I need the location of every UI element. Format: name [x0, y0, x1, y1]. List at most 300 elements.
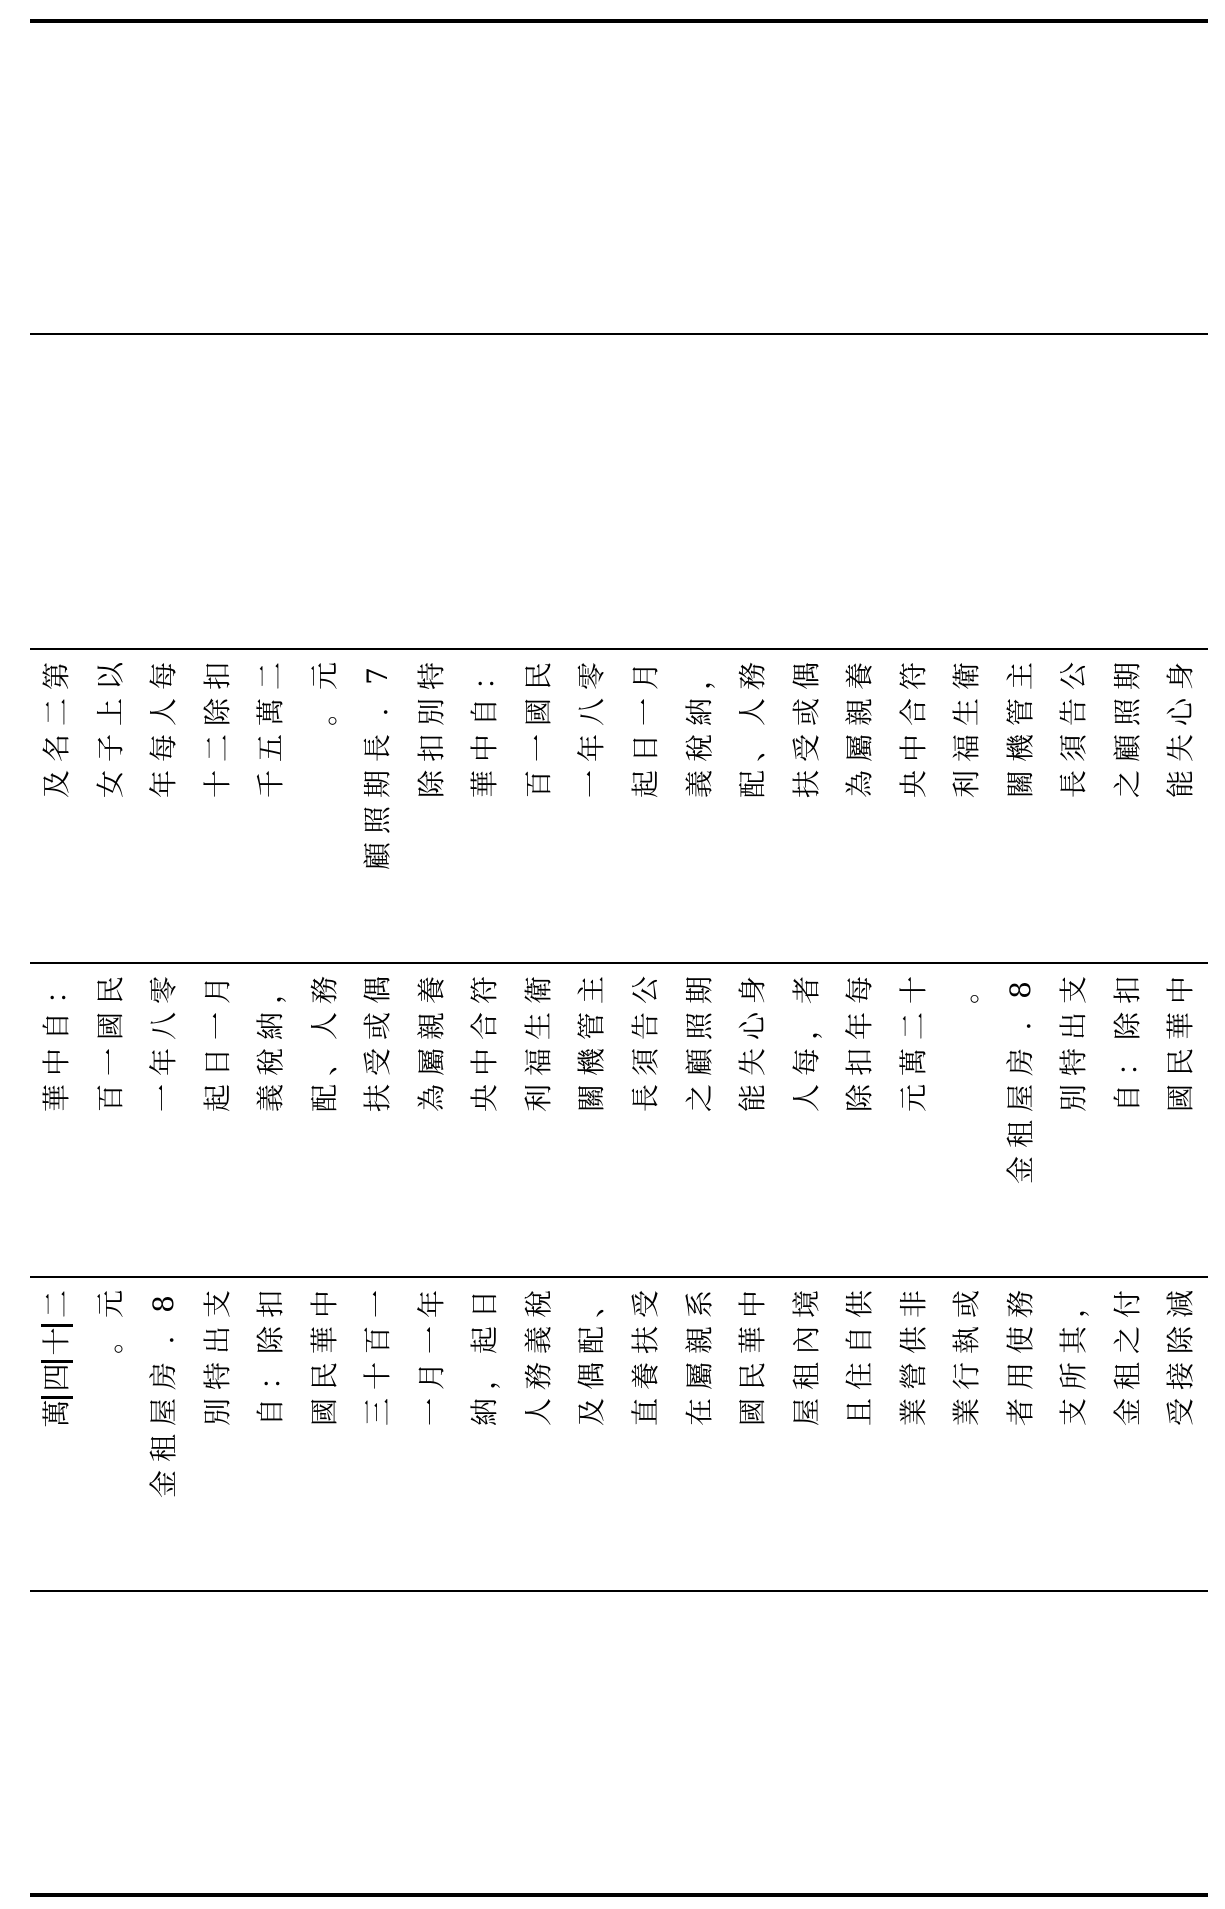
- column-text: [833, 660, 887, 950]
- text-column: [30, 1288, 84, 1578]
- glyph: 養: [629, 1362, 663, 1391]
- glyph: 年: [414, 1290, 448, 1319]
- glyph: 養: [414, 976, 448, 1005]
- column-text: [726, 1288, 780, 1578]
- text-column: [84, 660, 138, 950]
- glyph: 長: [629, 1084, 663, 1113]
- glyph: 萬: [896, 1048, 930, 1077]
- glyph: 年: [843, 1012, 877, 1041]
- glyph: 每: [147, 662, 181, 691]
- column-text: [30, 974, 84, 1264]
- glyph: 用: [1003, 1362, 1037, 1391]
- glyph: 以: [93, 662, 127, 691]
- glyph: 華: [307, 1326, 341, 1355]
- glyph: 百: [521, 770, 555, 799]
- glyph: 偶: [789, 662, 823, 691]
- text-column: [405, 974, 459, 1264]
- glyph: 。: [93, 1326, 127, 1355]
- text-column: [726, 660, 780, 950]
- glyph: 符: [896, 662, 930, 691]
- glyph: 二: [254, 662, 288, 691]
- text-column: [137, 660, 191, 950]
- glyph: 央: [896, 770, 930, 799]
- column-text: [1154, 660, 1208, 950]
- column-text: [833, 974, 887, 1264]
- glyph: ，: [468, 1362, 502, 1391]
- column-text: [244, 1288, 298, 1578]
- glyph: 配: [575, 1326, 609, 1355]
- glyph: 生: [950, 698, 984, 727]
- column-text: [298, 660, 352, 950]
- glyph: 零: [147, 976, 181, 1005]
- glyph: 華: [736, 1326, 770, 1355]
- glyph: 自: [254, 1398, 288, 1427]
- glyph: 年: [147, 770, 181, 799]
- glyph: 每: [147, 734, 181, 763]
- glyph: 別: [414, 698, 448, 727]
- glyph: 民: [307, 1362, 341, 1391]
- column-text: [994, 974, 1048, 1264]
- glyph: 管: [1003, 698, 1037, 727]
- glyph: 減: [1164, 1290, 1198, 1319]
- glyph: 民: [1164, 1048, 1198, 1077]
- column-text: [940, 974, 994, 1264]
- glyph: 照: [682, 1012, 716, 1041]
- glyph: 者: [1003, 1398, 1037, 1427]
- column-text: [940, 1288, 994, 1578]
- glyph: 務: [307, 976, 341, 1005]
- glyph: 人: [147, 698, 181, 727]
- text-column: [1047, 660, 1101, 950]
- glyph: 偶: [361, 976, 395, 1005]
- glyph: 華: [468, 770, 502, 799]
- text-column: [565, 660, 619, 950]
- glyph: 長: [361, 734, 395, 763]
- glyph: 及: [40, 770, 73, 799]
- text-section-3: [30, 1288, 1208, 1578]
- bottom-rule: [30, 1893, 1208, 1897]
- column-text: [84, 1288, 138, 1578]
- section-divider: [30, 1276, 1208, 1278]
- glyph: 房: [147, 1362, 181, 1391]
- glyph: 每: [843, 976, 877, 1005]
- glyph: 接: [1164, 1362, 1198, 1391]
- glyph: 7: [361, 667, 395, 685]
- column-text: [726, 974, 780, 1264]
- glyph: 萬: [254, 698, 288, 727]
- glyph: 配: [307, 1084, 341, 1113]
- glyph: 上: [93, 698, 127, 727]
- glyph: 照: [361, 806, 395, 835]
- glyph: 偶: [575, 1362, 609, 1391]
- glyph: 失: [736, 1048, 770, 1077]
- text-column: [1154, 1288, 1208, 1578]
- section-divider: [30, 962, 1208, 964]
- glyph: 除: [414, 770, 448, 799]
- glyph: 受: [1164, 1398, 1198, 1427]
- column-text: [887, 1288, 941, 1578]
- text-column: [994, 1288, 1048, 1578]
- glyph: 二: [200, 734, 234, 763]
- glyph: 三: [361, 1398, 395, 1427]
- glyph: ，: [1057, 1290, 1091, 1319]
- text-column: [1047, 1288, 1101, 1578]
- glyph: 納: [254, 1012, 288, 1041]
- glyph: 屋: [1003, 1084, 1037, 1113]
- glyph: 第: [40, 662, 73, 691]
- column-text: [405, 660, 459, 950]
- text-column: [673, 1288, 727, 1578]
- glyph: 一: [414, 1326, 448, 1355]
- glyph: ：: [1110, 1048, 1144, 1077]
- glyph: 二: [896, 1012, 930, 1041]
- glyph: 稅: [254, 1048, 288, 1077]
- glyph: 每: [789, 1048, 823, 1077]
- glyph: 生: [521, 1012, 555, 1041]
- text-column: [565, 974, 619, 1264]
- glyph: ：: [40, 976, 73, 1005]
- text-column: [1101, 974, 1155, 1264]
- glyph: 公: [1057, 662, 1091, 691]
- glyph: 長: [1057, 770, 1091, 799]
- text-column: [351, 974, 405, 1264]
- glyph: 顧: [361, 842, 395, 871]
- glyph: .: [147, 1335, 181, 1345]
- glyph: 中: [1164, 976, 1198, 1005]
- column-text: [619, 1288, 673, 1578]
- glyph: 機: [575, 1048, 609, 1077]
- text-column: [30, 660, 84, 950]
- glyph: 中: [468, 1048, 502, 1077]
- glyph: 特: [1057, 1048, 1091, 1077]
- column-text: [994, 660, 1048, 950]
- glyph: 民: [736, 1362, 770, 1391]
- glyph: 除: [1110, 1012, 1144, 1041]
- column-text: [619, 974, 673, 1264]
- text-column: [780, 660, 834, 950]
- glyph: 金: [1003, 1156, 1037, 1185]
- glyph: 營: [896, 1362, 930, 1391]
- text-column: [1154, 660, 1208, 950]
- text-column: [619, 974, 673, 1264]
- column-text: [726, 660, 780, 950]
- text-column: [512, 660, 566, 950]
- glyph: 八: [575, 698, 609, 727]
- glyph: 受: [789, 734, 823, 763]
- glyph: 稅: [682, 734, 716, 763]
- glyph: 照: [1110, 698, 1144, 727]
- text-column: [458, 660, 512, 950]
- glyph: 、: [736, 734, 770, 763]
- section-divider: [30, 333, 1208, 335]
- glyph: 五: [254, 734, 288, 763]
- text-column: [887, 660, 941, 950]
- glyph: 之: [1110, 1326, 1144, 1355]
- glyph: 衛: [521, 976, 555, 1005]
- glyph: 。: [950, 976, 984, 1005]
- glyph: 中: [736, 1290, 770, 1319]
- glyph: 心: [1164, 698, 1198, 727]
- column-text: [458, 660, 512, 950]
- glyph: 能: [736, 1084, 770, 1113]
- glyph: 公: [629, 976, 663, 1005]
- glyph: 利: [521, 1084, 555, 1113]
- glyph: 租: [1110, 1362, 1144, 1391]
- column-text: [191, 974, 245, 1264]
- glyph: 衛: [950, 662, 984, 691]
- glyph: 人: [307, 1012, 341, 1041]
- text-column: [191, 660, 245, 950]
- glyph: 民: [93, 976, 127, 1005]
- text-column: [726, 1288, 780, 1578]
- glyph: 別: [1057, 1084, 1091, 1113]
- glyph: 系: [682, 1290, 716, 1319]
- glyph: 扣: [254, 1290, 288, 1319]
- section-divider: [30, 648, 1208, 650]
- column-text: [619, 660, 673, 950]
- glyph: 名: [40, 734, 73, 763]
- column-text: [673, 660, 727, 950]
- glyph: 期: [1110, 662, 1144, 691]
- glyph: 須: [1057, 734, 1091, 763]
- glyph: 內: [789, 1326, 823, 1355]
- glyph: 、: [575, 1290, 609, 1319]
- text-section-1: [30, 660, 1208, 950]
- glyph: 人: [521, 1398, 555, 1427]
- column-text: [565, 974, 619, 1264]
- glyph: 一: [629, 698, 663, 727]
- glyph: 心: [736, 1012, 770, 1041]
- text-column: [298, 974, 352, 1264]
- glyph: 住: [843, 1362, 877, 1391]
- glyph: 月: [414, 1362, 448, 1391]
- glyph: 能: [1164, 770, 1198, 799]
- text-column: [780, 1288, 834, 1578]
- glyph: 使: [1003, 1326, 1037, 1355]
- glyph: 元: [896, 1084, 930, 1113]
- text-column: [351, 1288, 405, 1578]
- column-text: [137, 1288, 191, 1578]
- glyph: 民: [521, 662, 555, 691]
- glyph: 一: [361, 1290, 395, 1319]
- glyph: 千: [254, 770, 288, 799]
- glyph: 出: [200, 1326, 234, 1355]
- text-column: [405, 660, 459, 950]
- glyph: 親: [682, 1326, 716, 1355]
- glyph: 國: [307, 1398, 341, 1427]
- glyph: 之: [1110, 770, 1144, 799]
- glyph: 管: [575, 1012, 609, 1041]
- text-column: [512, 1288, 566, 1578]
- text-column: [833, 660, 887, 950]
- glyph: 義: [682, 770, 716, 799]
- text-column: [1101, 660, 1155, 950]
- glyph: 業: [896, 1398, 930, 1427]
- text-column: [673, 974, 727, 1264]
- glyph: 萬: [41, 1396, 73, 1428]
- column-text: [1101, 660, 1155, 950]
- glyph: 供: [896, 1326, 930, 1355]
- glyph: 主: [1003, 662, 1037, 691]
- glyph: 扣: [200, 662, 234, 691]
- glyph: 行: [950, 1362, 984, 1391]
- glyph: 親: [414, 1012, 448, 1041]
- column-text: [30, 660, 84, 950]
- section-divider: [30, 1590, 1208, 1592]
- glyph: 起: [200, 1084, 234, 1113]
- column-text: [351, 1288, 405, 1578]
- glyph: 受: [361, 1048, 395, 1077]
- glyph: 元: [307, 662, 341, 691]
- glyph: 扣: [414, 734, 448, 763]
- glyph: 8: [147, 1295, 181, 1313]
- glyph: 女: [93, 770, 127, 799]
- glyph: .: [1003, 1021, 1037, 1031]
- glyph: 中: [468, 734, 502, 763]
- glyph: 之: [682, 1084, 716, 1113]
- glyph: 支: [1057, 976, 1091, 1005]
- text-column: [780, 974, 834, 1264]
- glyph: 國: [1164, 1084, 1198, 1113]
- glyph: 顧: [1110, 734, 1144, 763]
- glyph: 利: [950, 770, 984, 799]
- column-text: [887, 974, 941, 1264]
- glyph: 、: [307, 1048, 341, 1077]
- glyph: 扶: [629, 1326, 663, 1355]
- glyph: 日: [468, 1290, 502, 1319]
- glyph: 扶: [789, 770, 823, 799]
- column-text: [512, 660, 566, 950]
- glyph: 義: [521, 1326, 555, 1355]
- glyph: 除: [843, 1084, 877, 1113]
- column-text: [780, 974, 834, 1264]
- text-column: [887, 974, 941, 1264]
- text-column: [244, 974, 298, 1264]
- text-column: [1154, 974, 1208, 1264]
- glyph: 十: [361, 1362, 395, 1391]
- glyph: 一: [200, 1012, 234, 1041]
- text-column: [994, 974, 1048, 1264]
- top-rule: [30, 19, 1208, 23]
- glyph: ，: [682, 662, 716, 691]
- glyph: 須: [629, 1048, 663, 1077]
- column-text: [780, 1288, 834, 1578]
- glyph: 或: [789, 698, 823, 727]
- text-column: [887, 1288, 941, 1578]
- glyph: 或: [361, 1012, 395, 1041]
- glyph: ，: [254, 976, 288, 1005]
- text-column: [244, 660, 298, 950]
- glyph: 起: [468, 1326, 502, 1355]
- glyph: 一: [147, 1084, 181, 1113]
- glyph: 扶: [361, 1084, 395, 1113]
- glyph: 所: [1057, 1362, 1091, 1391]
- glyph: 屬: [682, 1362, 716, 1391]
- column-text: [458, 1288, 512, 1578]
- glyph: 為: [843, 770, 877, 799]
- glyph: 年: [147, 1048, 181, 1077]
- glyph: ：: [468, 662, 502, 691]
- glyph: 屋: [147, 1398, 181, 1427]
- column-text: [458, 974, 512, 1264]
- column-text: [1047, 1288, 1101, 1578]
- column-text: [1047, 974, 1101, 1264]
- column-text: [673, 1288, 727, 1578]
- glyph: 日: [629, 734, 663, 763]
- glyph: 央: [468, 1084, 502, 1113]
- glyph: 告: [629, 1012, 663, 1041]
- text-column: [298, 660, 352, 950]
- column-text: [940, 660, 994, 950]
- glyph: 百: [361, 1326, 395, 1355]
- text-column: [833, 1288, 887, 1578]
- glyph: 月: [200, 976, 234, 1005]
- glyph: 扣: [843, 1048, 877, 1077]
- text-section-2: [30, 974, 1208, 1264]
- column-text: [512, 1288, 566, 1578]
- glyph: 合: [896, 698, 930, 727]
- column-text: [351, 974, 405, 1264]
- glyph: 二: [40, 1290, 73, 1319]
- glyph: 務: [521, 1362, 555, 1391]
- glyph: 福: [950, 734, 984, 763]
- glyph: 特: [200, 1362, 234, 1391]
- glyph: 十: [896, 976, 930, 1005]
- column-text: [244, 660, 298, 950]
- text-column: [137, 974, 191, 1264]
- glyph: 人: [789, 1084, 823, 1113]
- glyph: 配: [736, 770, 770, 799]
- glyph: 特: [414, 662, 448, 691]
- column-text: [30, 1288, 84, 1578]
- glyph: 扣: [1110, 976, 1144, 1005]
- glyph: 除: [200, 698, 234, 727]
- glyph: 或: [950, 1290, 984, 1319]
- glyph: 者: [789, 976, 823, 1005]
- text-column: [940, 660, 994, 950]
- glyph: 合: [468, 1012, 502, 1041]
- column-text: [780, 660, 834, 950]
- glyph: 起: [629, 770, 663, 799]
- glyph: 。: [307, 698, 341, 727]
- glyph: 人: [736, 698, 770, 727]
- text-column: [1047, 974, 1101, 1264]
- text-column: [1101, 1288, 1155, 1578]
- glyph: ，: [789, 1012, 823, 1041]
- glyph: 境: [789, 1290, 823, 1319]
- text-column: [565, 1288, 619, 1578]
- column-text: [405, 974, 459, 1264]
- glyph: 納: [468, 1398, 502, 1427]
- glyph: 身: [1164, 662, 1198, 691]
- glyph: 租: [1003, 1120, 1037, 1149]
- glyph: 義: [254, 1084, 288, 1113]
- glyph: 金: [147, 1470, 181, 1499]
- glyph: 福: [521, 1048, 555, 1077]
- glyph: 華: [40, 1084, 73, 1113]
- column-text: [1101, 974, 1155, 1264]
- text-column: [244, 1288, 298, 1578]
- text-column: [940, 1288, 994, 1578]
- text-column: [940, 974, 994, 1264]
- glyph: 顧: [682, 1048, 716, 1077]
- glyph: 一: [521, 734, 555, 763]
- glyph: 租: [147, 1434, 181, 1463]
- column-text: [887, 660, 941, 950]
- glyph: 國: [736, 1398, 770, 1427]
- glyph: 受: [629, 1290, 663, 1319]
- glyph: 年: [575, 734, 609, 763]
